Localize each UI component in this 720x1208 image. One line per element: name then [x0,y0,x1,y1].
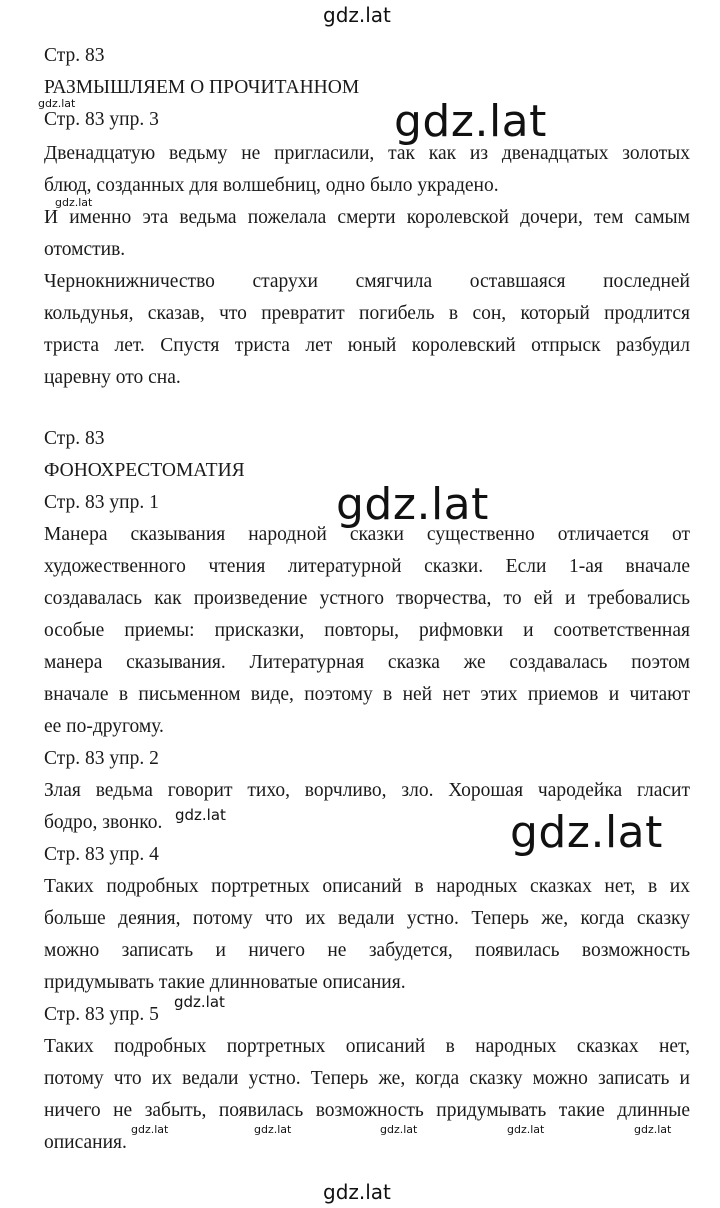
page-reference: Стр. 83 [44,45,105,66]
exercise-label: Стр. 83 упр. 1 [44,492,159,513]
paragraph-line: Манера сказывания народной сказки существенно отличается от [44,524,690,545]
watermark-small: gdz.lat [254,1123,292,1136]
paragraph-line: больше деяния, потому что их ведали устно. Теперь же, когда сказку [44,908,690,929]
paragraph-line: бодро, звонко. [44,812,163,833]
paragraph-line: блюд, созданных для волшебниц, одно было украдено. [44,175,499,196]
watermark-small: gdz.lat [380,1123,418,1136]
paragraph-line: придумывать такие длинноватые описания. [44,972,406,993]
watermark-small: gdz.lat [55,196,93,209]
watermark-large: gdz.lat [510,807,663,858]
watermark-inline: gdz.lat [175,806,226,824]
paragraph-line: отомстив. [44,239,126,260]
watermark-large: gdz.lat [394,96,547,147]
section-heading: ФОНОХРЕСТОМАТИЯ [44,460,245,481]
paragraph-line: Чернокнижничество старухи смягчила оставшаяся последней [44,271,690,292]
paragraph-line: ничего не забыть, появилась возможность придумывать такие длинные [44,1100,690,1121]
paragraph-line: И именно эта ведьма пожелала смерти королевской дочери, тем самым [44,207,690,228]
paragraph-line: вначале в письменном виде, поэтому в ней нет этих приемов и читают [44,684,690,705]
section-heading: РАЗМЫШЛЯЕМ О ПРОЧИТАННОМ [44,77,360,98]
watermark-inline: gdz.lat [174,993,225,1011]
exercise-label: Стр. 83 упр. 4 [44,844,159,865]
watermark-small: gdz.lat [634,1123,672,1136]
watermark-small: gdz.lat [131,1123,169,1136]
paragraph-line: особые приемы: присказки, повторы, рифмовки и соответственная [44,620,690,641]
paragraph-line: создавалась как произведение устного творчества, то ей и требовались [44,588,690,609]
paragraph-line: царевну ото сна. [44,367,181,388]
exercise-label: Стр. 83 упр. 2 [44,748,159,769]
page-reference: Стр. 83 [44,428,105,449]
paragraph-line: художественного чтения литературной сказки. Если 1-ая вначале [44,556,690,577]
watermark-small: gdz.lat [507,1123,545,1136]
paragraph-line: Злая ведьма говорит тихо, ворчливо, зло. Хорошая чародейка гласит [44,780,690,801]
paragraph-line: Таких подробных портретных описаний в народных сказках нет, в их [44,876,690,897]
paragraph-line: потому что их ведали устно. Теперь же, когда сказку можно записать и [44,1068,690,1089]
watermark-bottom: gdz.lat [323,1180,391,1204]
paragraph-line: Таких подробных портретных описаний в народных сказках нет, [44,1036,690,1057]
paragraph-line: кольдунья, сказав, что превратит погибель в сон, который продлится [44,303,690,324]
watermark-top: gdz.lat [323,3,391,27]
exercise-label: Стр. 83 упр. 3 [44,109,159,130]
watermark-large: gdz.lat [336,479,489,530]
paragraph-line: ее по-другому. [44,716,164,737]
paragraph-line: Двенадцатую ведьму не пригласили, так как из двенадцатых золотых [44,143,690,164]
paragraph-line: манера сказывания. Литературная сказка же создавалась поэтом [44,652,690,673]
watermark-small: gdz.lat [38,97,76,110]
exercise-label: Стр. 83 упр. 5 [44,1004,159,1025]
paragraph-line: триста лет. Спустя триста лет юный королевский отпрыск разбудил [44,335,690,356]
paragraph-line: описания. [44,1132,127,1153]
paragraph-line: можно записать и ничего не забудется, появилась возможность [44,940,690,961]
